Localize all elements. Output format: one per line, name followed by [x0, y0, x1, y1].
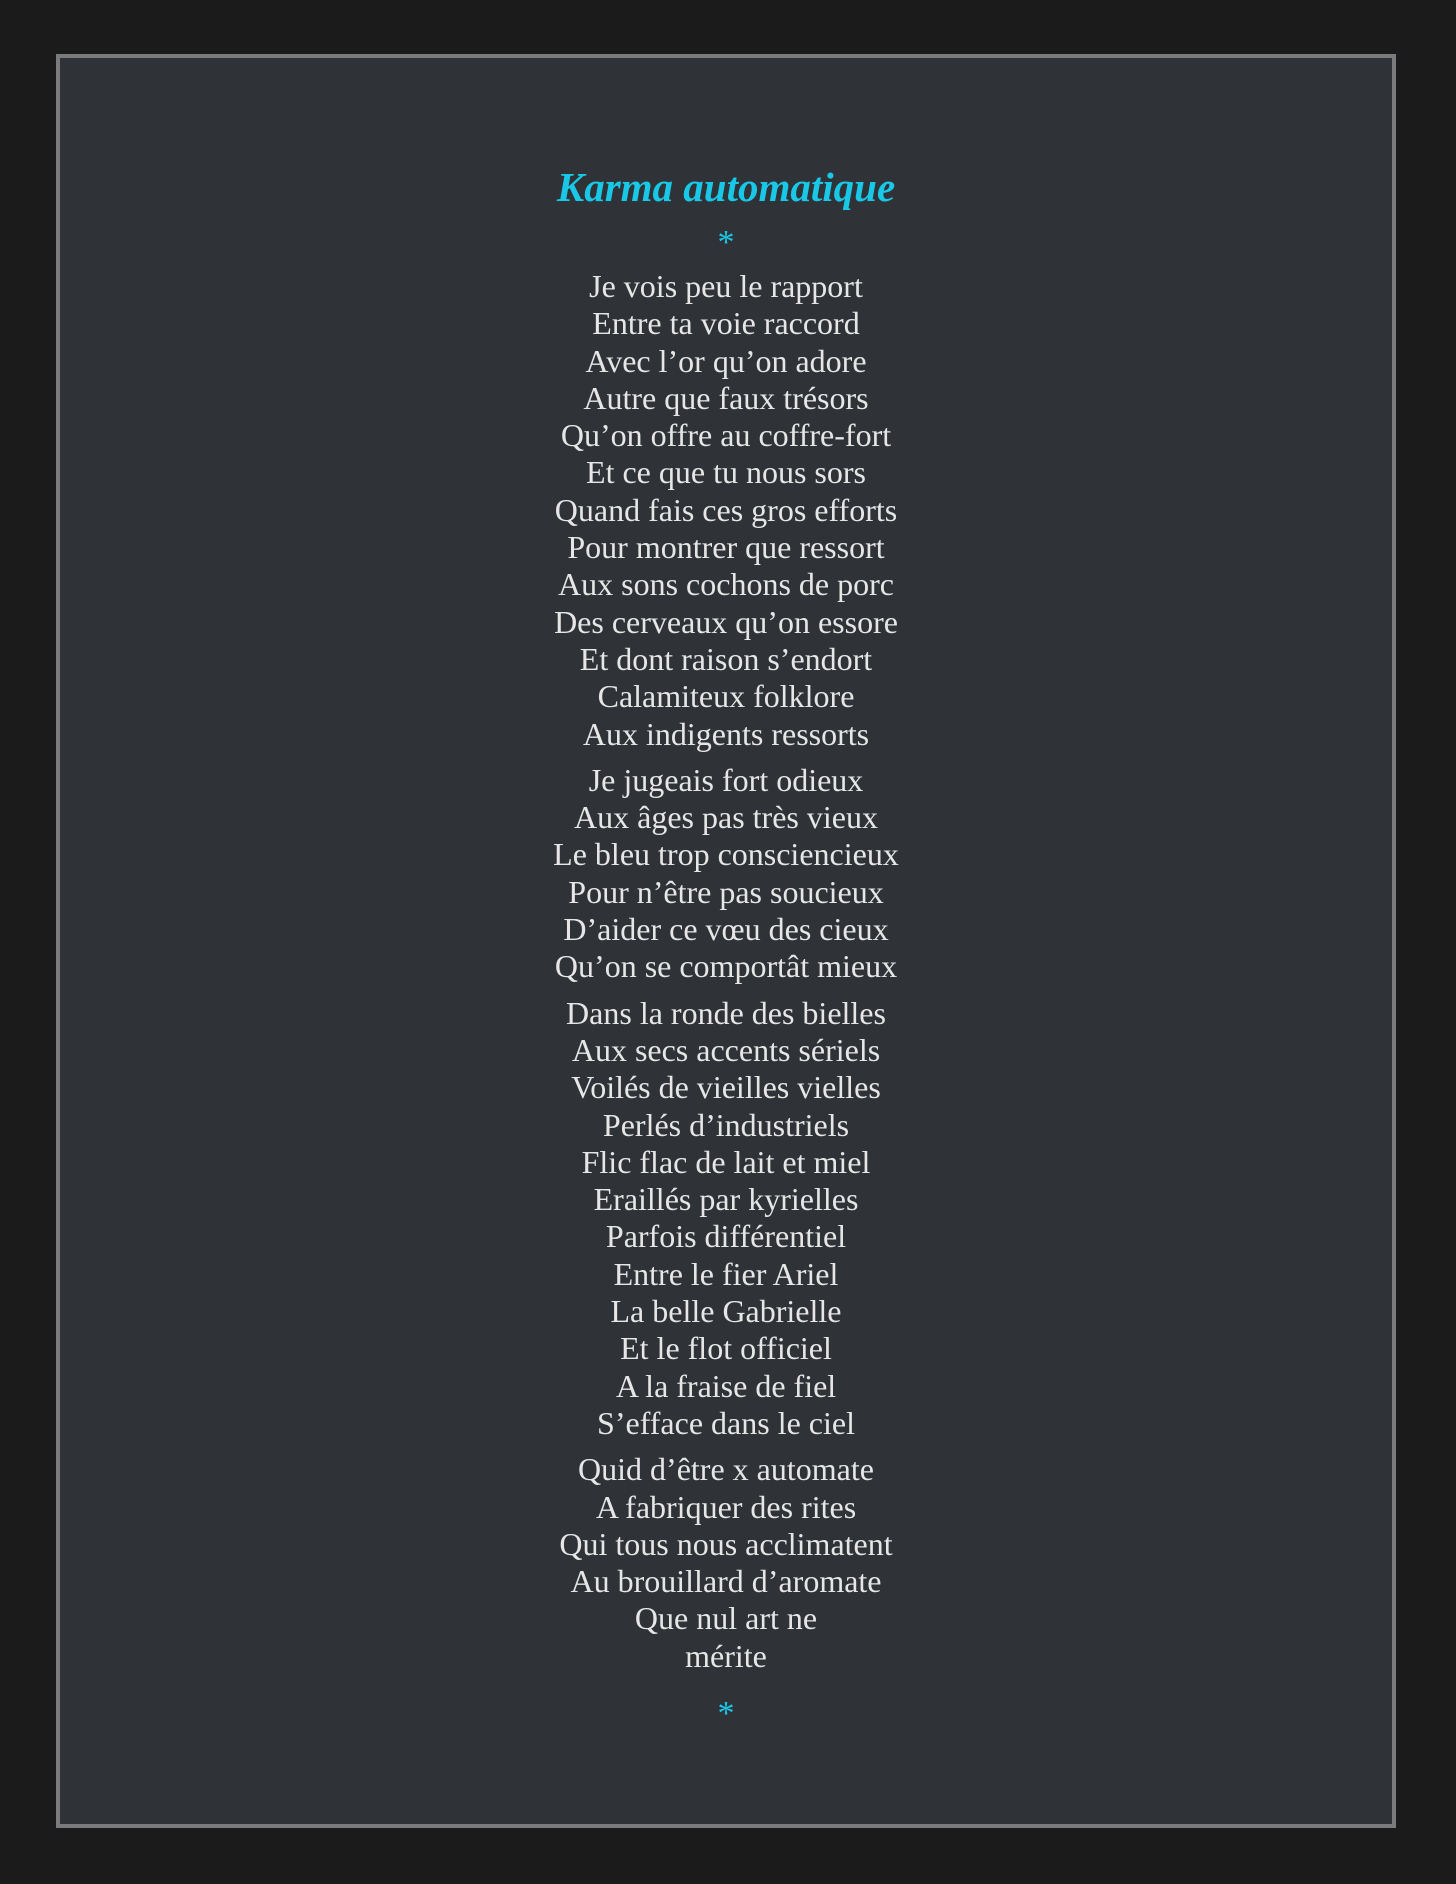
poem-line: Je vois peu le rapport: [589, 268, 863, 304]
poem-line: Des cerveaux qu’on essore: [554, 603, 898, 640]
poem-line: Que nul art ne: [634, 1600, 818, 1637]
poem-line: Qui tous nous acclimatent: [559, 1525, 893, 1562]
stanza-3: [60, 995, 1392, 1443]
poem-line: Aux âges pas très vieux: [574, 799, 878, 836]
poem-line: D’aider ce vœu des cieux: [563, 911, 889, 948]
poem-line: mérite: [685, 1637, 767, 1674]
poem-line: Et dont raison s’endort: [579, 640, 873, 677]
poem-line: Parfois différentiel: [605, 1218, 847, 1255]
poem-line: Quid d’être x automate: [578, 1451, 874, 1488]
poem-line: Avec l’or qu’on adore: [585, 342, 867, 379]
poem-line: Et le flot officiel: [620, 1330, 832, 1367]
poem-line: Aux secs accents sériels: [571, 1031, 881, 1068]
poem-line: Quand fais ces gros efforts: [554, 491, 898, 528]
poem-line: Perlés d’industriels: [602, 1106, 850, 1143]
poem-line: Entre le fier Ariel: [613, 1255, 839, 1292]
poem-line: Voilés de vieilles vielles: [571, 1069, 881, 1106]
poem-line: A la fraise de fiel: [615, 1367, 837, 1404]
poem-line: Pour n’être pas soucieux: [568, 873, 884, 910]
poem-line: Qu’on offre au coffre-fort: [560, 417, 892, 454]
poem-line: Je jugeais fort odieux: [588, 761, 864, 798]
poem-line: A fabriquer des rites: [595, 1488, 857, 1525]
stanza-1: [60, 268, 1392, 753]
poem-line: Aux indigents ressorts: [582, 715, 870, 752]
poem-line: Entre ta voie raccord: [592, 305, 860, 342]
poem-line: Aux sons cochons de porc: [558, 566, 894, 603]
poem-line: Autre que faux trésors: [583, 379, 869, 416]
poem-line: Le bleu trop consciencieux: [553, 836, 899, 873]
separator-bottom: *: [717, 1694, 735, 1732]
poem-line: Et ce que tu nous sors: [586, 454, 866, 491]
stanza-2: [60, 762, 1392, 986]
poem-card: [56, 54, 1396, 1828]
stanza-4: [60, 1451, 1392, 1675]
poem: [60, 154, 1392, 1735]
poem-line: Pour montrer que ressort: [567, 529, 885, 566]
poem-line: S’efface dans le ciel: [597, 1404, 855, 1441]
poem-line: Dans la ronde des bielles: [566, 994, 886, 1031]
poem-line: Calamiteux folklore: [597, 678, 855, 715]
separator-top: *: [717, 224, 735, 261]
poem-line: Flic flac de lait et miel: [581, 1143, 871, 1180]
poem-line: La belle Gabrielle: [610, 1293, 842, 1330]
poem-line: Au brouillard d’aromate: [570, 1563, 882, 1600]
poem-title: Karma automatique: [556, 164, 896, 210]
poem-line: Qu’on se comportât mieux: [554, 948, 898, 985]
poem-line: Eraillés par kyrielles: [593, 1181, 859, 1218]
